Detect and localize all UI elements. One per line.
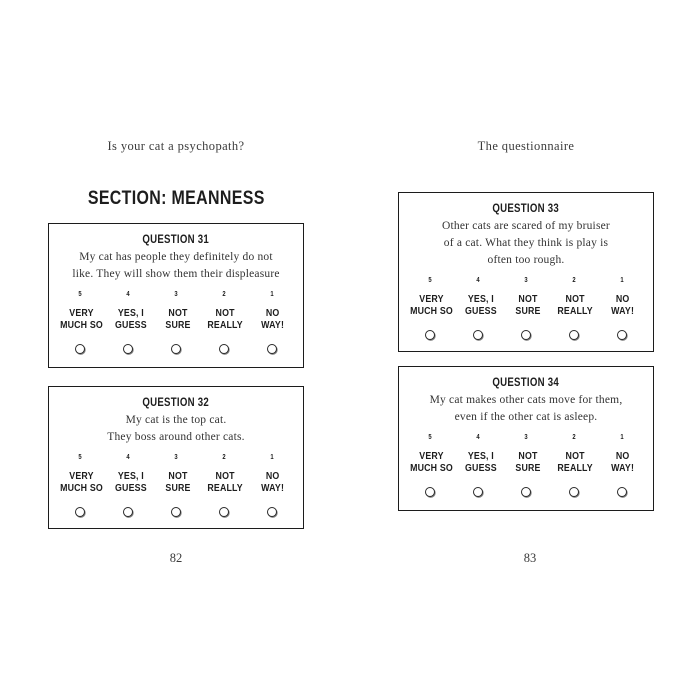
scale-option-label: YES, I GUESS bbox=[464, 450, 497, 474]
answer-circle[interactable] bbox=[425, 330, 435, 340]
scale-value: 5 bbox=[78, 454, 82, 461]
scale-option-label: NO WAY! bbox=[260, 470, 284, 494]
scale-option-label: VERY MUCH SO bbox=[410, 450, 453, 474]
scale-value: 3 bbox=[524, 434, 528, 441]
num-row bbox=[56, 446, 296, 464]
page-number-left: 82 bbox=[169, 551, 183, 565]
scale-value: 5 bbox=[78, 291, 82, 298]
question-box-31 bbox=[48, 223, 304, 368]
scale-option-label: NO WAY! bbox=[610, 450, 634, 474]
question-title bbox=[404, 375, 648, 390]
question-text-line: like. They will show them their displeasure bbox=[72, 268, 280, 280]
question-text bbox=[404, 392, 648, 426]
lab-row bbox=[406, 451, 646, 476]
scale-option-label: NOT REALLY bbox=[207, 307, 243, 331]
lab-row bbox=[56, 471, 296, 496]
answer-circle[interactable] bbox=[123, 507, 133, 517]
scale-value: 3 bbox=[174, 454, 178, 461]
scale-option-label: YES, I GUESS bbox=[114, 307, 147, 331]
answer-circle[interactable] bbox=[75, 344, 85, 354]
answer-circle[interactable] bbox=[617, 487, 627, 497]
question-text bbox=[404, 218, 648, 269]
question-box-34 bbox=[398, 366, 654, 511]
scale-value: 3 bbox=[174, 291, 178, 298]
answer-circle[interactable] bbox=[425, 487, 435, 497]
section-heading bbox=[28, 188, 324, 210]
section-heading-text: SECTION: MEANNESS bbox=[87, 188, 265, 209]
lab-row bbox=[56, 308, 296, 333]
question-text-line: My cat is the top cat. bbox=[125, 414, 227, 426]
num-row bbox=[406, 269, 646, 287]
scale-value: 2 bbox=[572, 277, 576, 284]
scale-value: 2 bbox=[222, 291, 226, 298]
num-row bbox=[406, 426, 646, 444]
question-text-line: of a cat. What they think is play is bbox=[443, 237, 609, 249]
scale-option-label: NOT REALLY bbox=[207, 470, 243, 494]
scale-option-label: NOT REALLY bbox=[557, 450, 593, 474]
question-text bbox=[54, 249, 298, 283]
scale-option-label: NO WAY! bbox=[610, 293, 634, 317]
scale-value: 5 bbox=[428, 434, 432, 441]
answer-circle[interactable] bbox=[473, 330, 483, 340]
scale-option-label: NOT SURE bbox=[515, 293, 541, 317]
scale-value: 1 bbox=[270, 291, 274, 298]
question-text-line: My cat has people they definitely do not bbox=[79, 251, 273, 263]
scale-value: 3 bbox=[524, 277, 528, 284]
answer-circle[interactable] bbox=[267, 507, 277, 517]
scale-value: 4 bbox=[126, 291, 130, 298]
scale-option-label: VERY MUCH SO bbox=[60, 470, 103, 494]
page-number-right: 83 bbox=[523, 551, 537, 565]
rating-scale bbox=[404, 269, 648, 345]
answer-circle[interactable] bbox=[617, 330, 627, 340]
question-title-text: QUESTION 31 bbox=[142, 234, 210, 246]
scale-option-label: NO WAY! bbox=[260, 307, 284, 331]
scale-value: 2 bbox=[572, 434, 576, 441]
scale-option-label: VERY MUCH SO bbox=[410, 293, 453, 317]
lab-row bbox=[406, 294, 646, 319]
circ-row bbox=[56, 504, 296, 522]
question-title-text: QUESTION 33 bbox=[492, 203, 560, 215]
scale-option-label: NOT SURE bbox=[165, 307, 191, 331]
question-title bbox=[404, 201, 648, 216]
question-text bbox=[54, 412, 298, 446]
answer-circle[interactable] bbox=[171, 344, 181, 354]
running-head-left: Is your cat a psychopath? bbox=[107, 139, 245, 153]
scale-value: 4 bbox=[126, 454, 130, 461]
answer-circle[interactable] bbox=[123, 344, 133, 354]
question-title bbox=[54, 395, 298, 410]
question-text-line: often too rough. bbox=[487, 254, 565, 266]
question-title-text: QUESTION 34 bbox=[492, 377, 560, 389]
question-title-text: QUESTION 32 bbox=[142, 397, 210, 409]
scale-value: 2 bbox=[222, 454, 226, 461]
rating-scale bbox=[54, 283, 298, 359]
answer-circle[interactable] bbox=[171, 507, 181, 517]
question-box-32 bbox=[48, 386, 304, 529]
question-title bbox=[54, 232, 298, 247]
question-text-line: They boss around other cats. bbox=[107, 431, 245, 443]
circ-row bbox=[406, 484, 646, 502]
answer-circle[interactable] bbox=[219, 344, 229, 354]
circ-row bbox=[406, 327, 646, 345]
scale-option-label: YES, I GUESS bbox=[114, 470, 147, 494]
scale-value: 5 bbox=[428, 277, 432, 284]
scale-value: 4 bbox=[476, 434, 480, 441]
scale-value: 1 bbox=[270, 454, 274, 461]
scale-value: 1 bbox=[620, 277, 624, 284]
scale-option-label: NOT SURE bbox=[165, 470, 191, 494]
question-text-line: My cat makes other cats move for them, bbox=[429, 394, 623, 406]
scale-value: 4 bbox=[476, 277, 480, 284]
scale-value: 1 bbox=[620, 434, 624, 441]
question-text-line: even if the other cat is asleep. bbox=[454, 411, 598, 423]
rating-scale bbox=[54, 446, 298, 522]
running-head-right: The questionnaire bbox=[477, 139, 575, 153]
answer-circle[interactable] bbox=[75, 507, 85, 517]
answer-circle[interactable] bbox=[569, 487, 579, 497]
answer-circle[interactable] bbox=[267, 344, 277, 354]
answer-circle[interactable] bbox=[219, 507, 229, 517]
scale-option-label: YES, I GUESS bbox=[464, 293, 497, 317]
scale-option-label: NOT SURE bbox=[515, 450, 541, 474]
question-box-33 bbox=[398, 192, 654, 352]
scale-option-label: NOT REALLY bbox=[557, 293, 593, 317]
scale-option-label: VERY MUCH SO bbox=[60, 307, 103, 331]
answer-circle[interactable] bbox=[521, 487, 531, 497]
num-row bbox=[56, 283, 296, 301]
question-text-line: Other cats are scared of my bruiser bbox=[442, 220, 610, 232]
answer-circle[interactable] bbox=[473, 487, 483, 497]
answer-circle[interactable] bbox=[521, 330, 531, 340]
rating-scale bbox=[404, 426, 648, 502]
circ-row bbox=[56, 341, 296, 359]
answer-circle[interactable] bbox=[569, 330, 579, 340]
